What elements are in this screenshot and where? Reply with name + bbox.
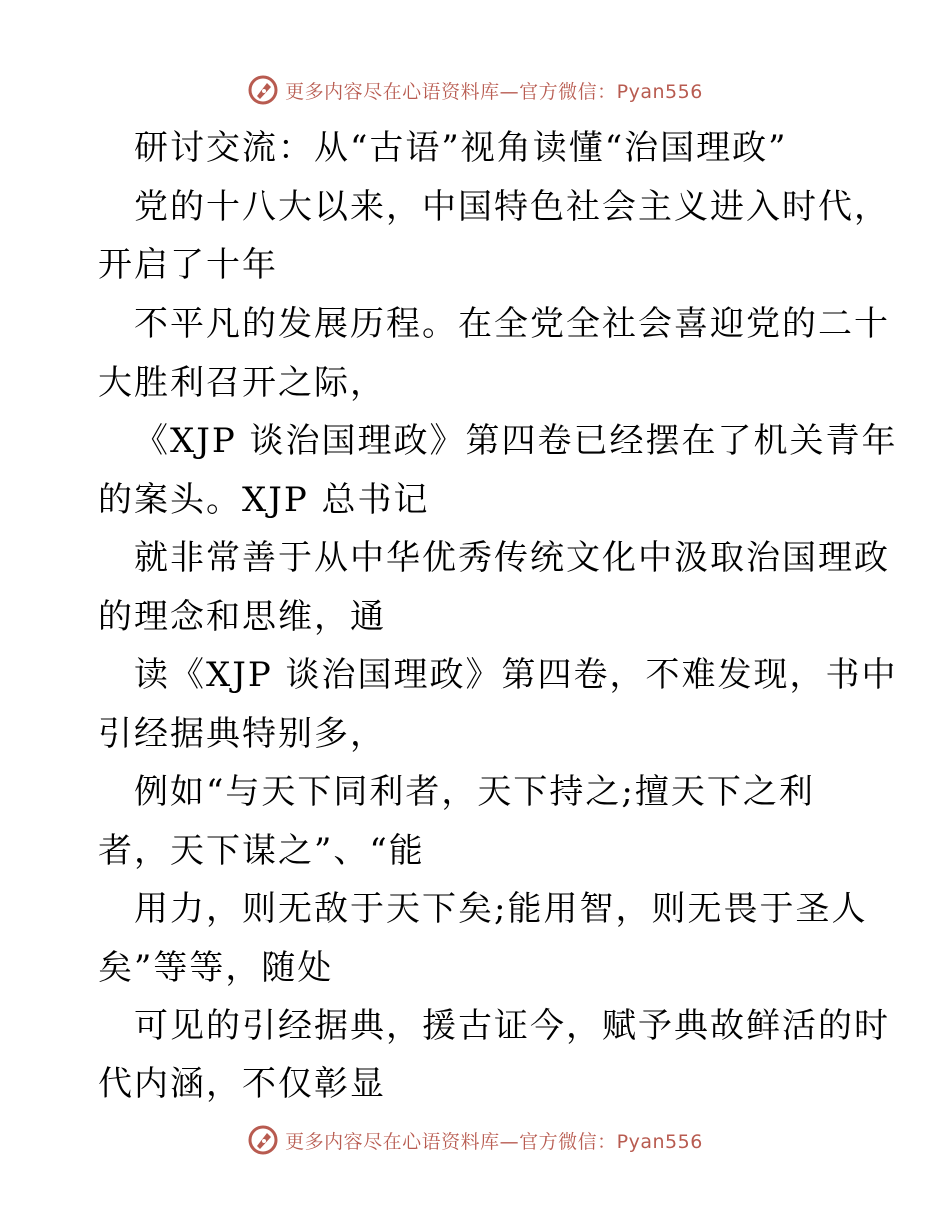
watermark-text: 更多内容尽在心语资料库—官方微信：Pyan556 (285, 80, 703, 103)
paragraph-line: 例如“与天下同利者，天下持之;擅天下之利 (134, 772, 815, 812)
paragraph-line: 矣”等等，随处 (98, 948, 334, 988)
paragraph-line: 不平凡的发展历程。在全党全社会喜迎党的二十 (134, 304, 890, 344)
document-title: 研讨交流：从“古语”视角读懂“治国理政” (134, 128, 788, 168)
paragraph-line: 党的十八大以来，中国特色社会主义进入时代， (134, 187, 890, 227)
footer-watermark (0, 1120, 950, 1160)
paragraph-line: 的理念和思维，通 (98, 597, 386, 637)
paragraph-line: 的案头。XJP 总书记 (98, 480, 430, 520)
paragraph-line: 者，天下谋之”、“能 (98, 831, 425, 871)
paragraph-line: 《XJP 谈治国理政》第四卷已经摆在了机关青年 (134, 421, 898, 461)
watermark-group (247, 1124, 703, 1156)
paragraph-line: 用力，则无敌于天下矣;能用智，则无畏于圣人 (134, 889, 868, 929)
paragraph-line: 可见的引经据典，援古证今，赋予典故鲜活的时 (134, 1006, 890, 1046)
watermark-text: 更多内容尽在心语资料库—官方微信：Pyan556 (285, 1130, 703, 1153)
paragraph-line: 就非常善于从中华优秀传统文化中汲取治国理政 (134, 538, 890, 578)
paragraph-line: 引经据典特别多， (98, 714, 386, 754)
pen-nib-logo-icon (247, 1124, 279, 1156)
paragraph-line: 大胜利召开之际， (98, 363, 386, 403)
paragraph-line: 代内涵，不仅彰显 (98, 1064, 386, 1104)
paragraph-line: 读《XJP 谈治国理政》第四卷，不难发现，书中 (134, 655, 898, 695)
paragraph-line: 开启了十年 (98, 245, 278, 285)
